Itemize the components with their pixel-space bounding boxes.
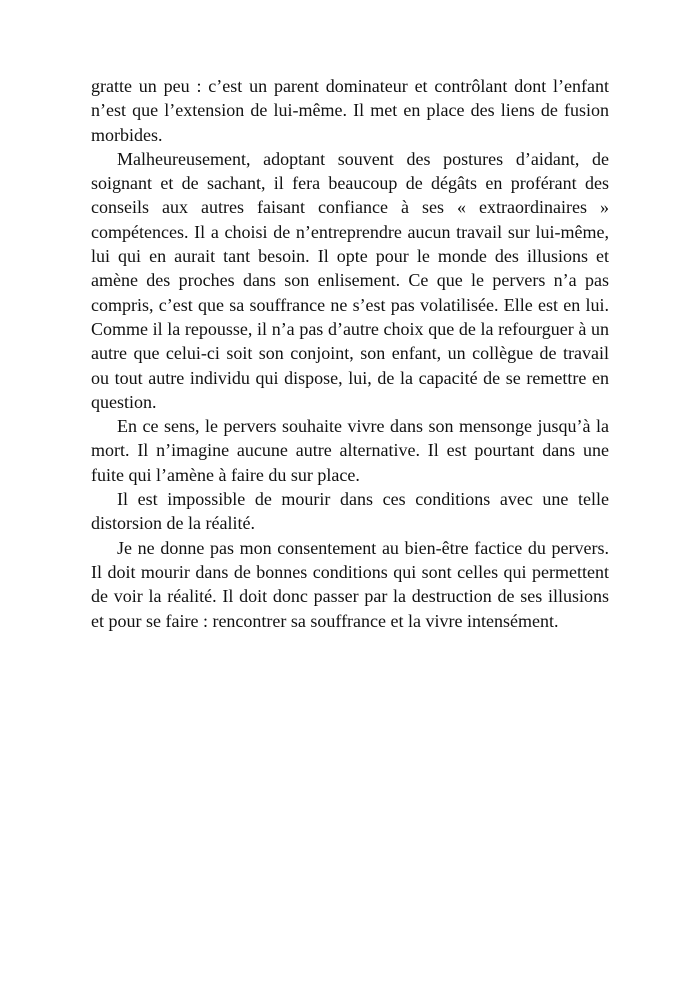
paragraph: En ce sens, le pervers souhaite vivre dans son mensonge jusqu’à la mort. Il n’imagine aucune autre alternative. Il est pourtant dans une fuite qui l’amène à faire du sur place. <box>91 416 609 485</box>
body-text <box>91 74 609 633</box>
paragraph-continuation: gratte un peu : c’est un parent dominateur et contrôlant dont l’enfant n’est que l’extension de lui-même. Il met en place des liens de fusion morbides. <box>91 76 609 145</box>
paragraph: Il est impossible de mourir dans ces conditions avec une telle distorsion de la réalité. <box>91 489 609 534</box>
paragraph: Malheureusement, adoptant souvent des postures d’aidant, de soignant et de sachant, il fera beaucoup de dégâts en proférant des conseils aux autres faisant confiance à ses « extraordinaires » compétences. Il a choisi de n’entreprendre aucun travail sur lui-même, lui qui en aurait tant besoin. Il opte pour le monde des illusions et amène des proches dans son enlisement. Ce que le pervers n’a pas compris, c’est que sa souffrance ne s’est pas volatilisée. Elle est en lui. Comme il la repousse, il n’a pas d’autre choix que de la refourguer à un autre que celui-ci soit son conjoint, son enfant, un collègue de travail ou tout autre individu qui dispose, lui, de la capacité de se remettre en question. <box>91 148 609 412</box>
paragraph: Je ne donne pas mon consentement au bien-être factice du pervers. Il doit mourir dans de bonnes conditions qui sont celles qui permettent de voir la réalité. Il doit donc passer par la destruction de ses illusions et pour se faire : rencontrer sa souffrance et la vivre intensément. <box>91 537 609 631</box>
